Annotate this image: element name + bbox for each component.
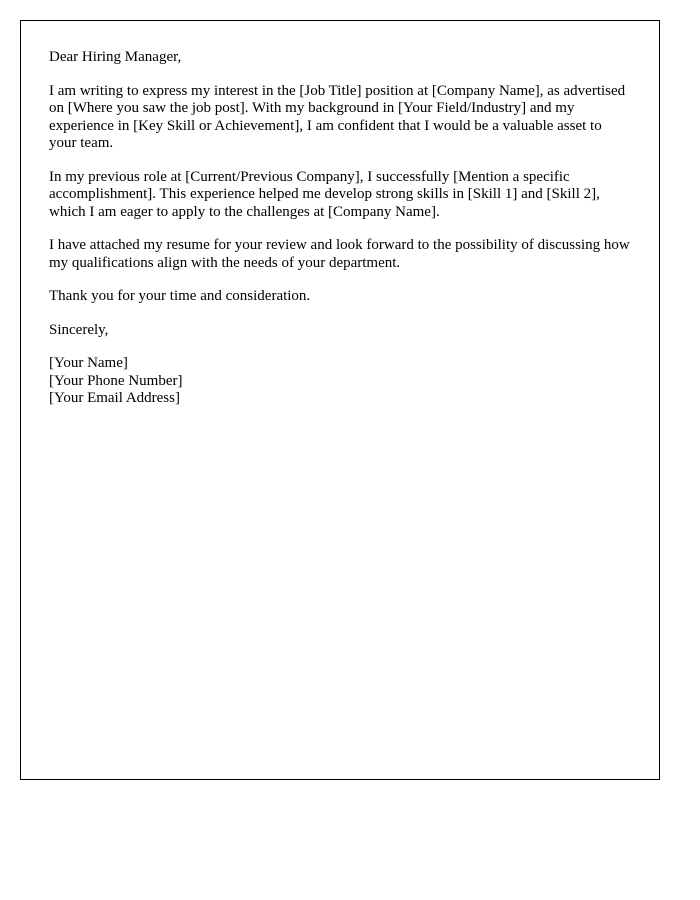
paragraph-thanks: Thank you for your time and consideration. — [49, 288, 311, 304]
paragraph-intro: I am writing to express my interest in the [Job Title] position at [Company Name], as advertised on [Where you saw the job post]. With my background in [Your Field/Industry] and my experience in [Key Skill or Achievement], I am confident that I would be a valuable asset to your team. — [49, 82, 626, 151]
signature-email: [Your Email Address] — [49, 390, 180, 406]
cover-letter — [20, 20, 660, 780]
paragraph-experience: In my previous role at [Current/Previous Company], I successfully [Mention a specific accomplishment]. This experience helped me develop strong skills in [Skill 1] and [Skill 2], which I am eager to apply to the challenges at [Company Name]. — [49, 168, 600, 220]
paragraph-resume: I have attached my resume for your review and look forward to the possibility of discussing how my qualifications align with the needs of your department. — [49, 237, 630, 271]
closing: Sincerely, — [49, 321, 109, 338]
signature-phone: [Your Phone Number] — [49, 372, 183, 389]
signature-name: [Your Name] — [49, 355, 128, 371]
signature-block — [49, 355, 631, 408]
salutation: Dear Hiring Manager, — [49, 49, 182, 65]
